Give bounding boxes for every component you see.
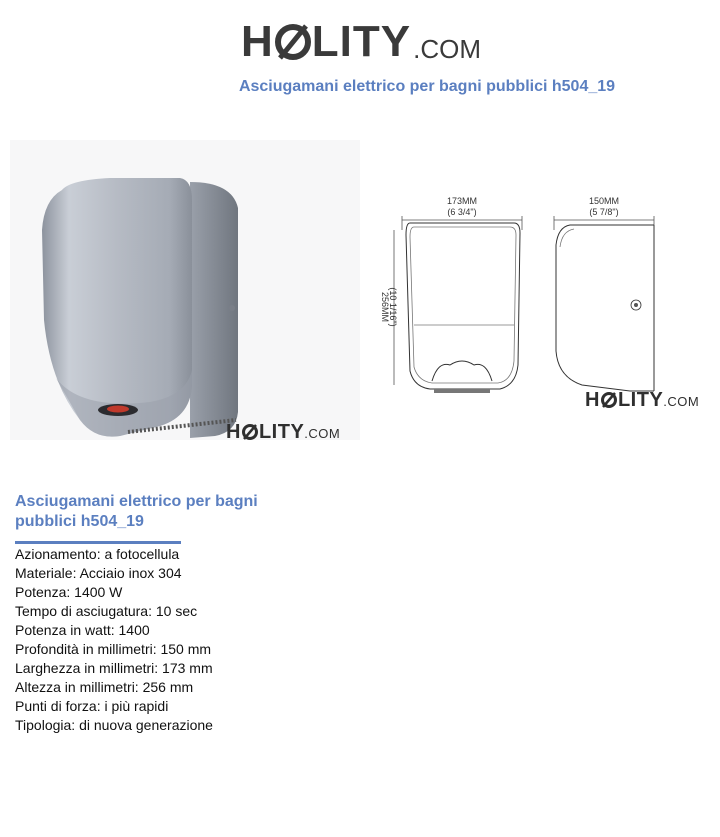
spec-item: Potenza: 1400 W	[15, 584, 123, 600]
spec-item: Profondità in millimetri: 150 mm	[15, 641, 212, 657]
spec-item: Altezza in millimetri: 256 mm	[15, 679, 194, 695]
spec-item: Punti di forza: i più rapidi	[15, 698, 169, 714]
depth-mm-label: 150MM	[588, 196, 620, 206]
title-divider	[15, 541, 181, 544]
watermark-tld: .COM	[304, 426, 341, 441]
logo-prefix: H	[241, 17, 274, 66]
width-inch-label: (6 3/4")	[447, 207, 477, 217]
spec-list	[15, 545, 213, 735]
height-mm-label: 256MM	[380, 291, 390, 323]
technical-drawing	[370, 185, 720, 415]
site-logo[interactable]	[241, 17, 481, 66]
product-title: Asciugamani elettrico per bagni pubblici h504_19	[15, 493, 258, 530]
watermark-tld: .COM	[663, 394, 700, 409]
watermark-prefix: H	[226, 421, 241, 443]
depth-inch-label: (5 7/8")	[589, 207, 619, 217]
width-mm-label: 173MM	[446, 196, 478, 206]
product-photo	[0, 120, 370, 460]
spec-item: Materiale: Acciaio inox 304	[15, 565, 182, 581]
logo-o-mark	[275, 20, 311, 64]
spec-item: Tipologia: di nuova generazione	[15, 717, 213, 733]
height-inch-label: (10 1/16")	[388, 287, 398, 327]
logo-tld: .COM	[413, 34, 481, 64]
spec-item: Tempo di asciugatura: 10 sec	[15, 603, 198, 619]
watermark-o-mark	[242, 422, 258, 442]
logo-suffix: LITY	[311, 17, 412, 66]
watermark-suffix: LITY	[258, 421, 305, 443]
watermark-prefix: H	[585, 389, 600, 411]
spec-item: Larghezza in millimetri: 173 mm	[15, 660, 213, 676]
watermark-logo-drawing	[585, 390, 699, 410]
watermark-suffix: LITY	[617, 389, 664, 411]
watermark-logo	[226, 422, 340, 442]
power-button-icon	[229, 305, 235, 311]
spec-item: Azionamento: a fotocellula	[15, 546, 180, 562]
spec-item: Potenza in watt: 1400	[15, 622, 150, 638]
page-title: Asciugamani elettrico per bagni pubblici h504_19	[238, 78, 616, 95]
watermark-o-mark	[601, 390, 617, 410]
